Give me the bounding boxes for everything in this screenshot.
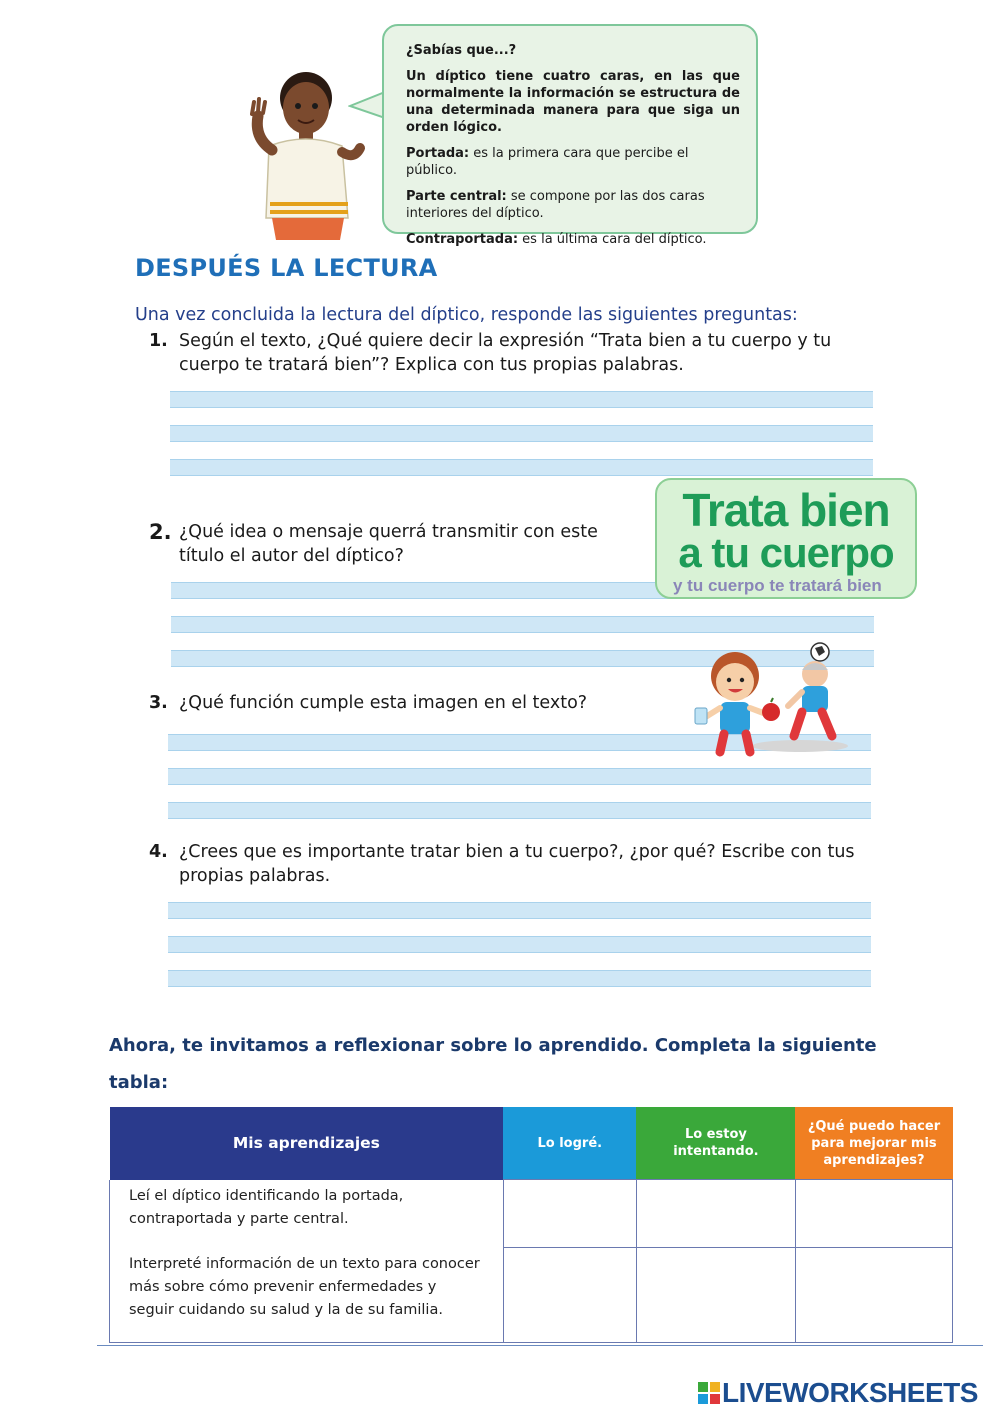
- learning-item-2: Interpreté información de un texto para conocer más sobre cómo prevenir enfermedades y seguir cuidando su salud y la de su familia.: [110, 1248, 504, 1343]
- sign-line-1: Trata bien: [682, 484, 890, 536]
- header-lo-logre: Lo logré.: [503, 1107, 636, 1180]
- cell-lo-logre-2[interactable]: [503, 1248, 636, 1343]
- cell-lo-logre-1[interactable]: [503, 1180, 636, 1248]
- cell-mejorar-2[interactable]: [795, 1248, 952, 1343]
- info-intro: Un díptico tiene cuatro caras, en las que normalmente la información se estructura de una determinada manera para que siga un orden lógico.: [406, 69, 740, 135]
- question-1: 1. Según el texto, ¿Qué quiere decir la expresión “Trata bien a tu cuerpo y tu cuerpo te tratará bien”? Explica con tus propias palabras.: [149, 331, 832, 375]
- cell-lo-estoy-intentando-2[interactable]: [636, 1248, 795, 1343]
- question-2: 2. ¿Qué idea o mensaje querrá transmitir con este título el autor del díptico?: [149, 520, 598, 566]
- reflection-prompt: Ahora, te invitamos a reflexionar sobre lo aprendido. Completa la siguiente tabla:: [109, 1035, 877, 1093]
- info-item-portada: Portada: es la primera cara que percibe el público.: [406, 146, 689, 178]
- question-3: 3. ¿Qué función cumple esta imagen en el texto?: [149, 693, 588, 713]
- sign-line-2: a tu cuerpo: [678, 529, 894, 576]
- table-row: [110, 1180, 953, 1248]
- header-lo-estoy-intentando: Lo estoy intentando.: [636, 1107, 795, 1180]
- title-sign: [655, 478, 917, 599]
- answer-box-1[interactable]: [170, 391, 873, 476]
- info-bubble: [382, 24, 758, 247]
- cell-mejorar-1[interactable]: [795, 1180, 952, 1248]
- table-row: [110, 1248, 953, 1343]
- info-item-parte-central: Parte central: se compone por las dos caras interiores del díptico.: [406, 189, 705, 221]
- footer-divider: [97, 1345, 983, 1346]
- instructions: Una vez concluida la lectura del díptico, responde las siguientes preguntas:: [135, 305, 798, 325]
- liveworksheets-icon: [698, 1382, 720, 1404]
- sign-line-3: y tu cuerpo te tratará bien: [673, 576, 882, 595]
- liveworksheets-logo: LIVEWORKSHEETS: [698, 1377, 978, 1409]
- info-title: ¿Sabías que...?: [406, 43, 517, 58]
- question-4: 4. ¿Crees que es importante tratar bien a tu cuerpo?, ¿por qué? Escribe con tus propias palabras.: [149, 842, 855, 886]
- cell-lo-estoy-intentando-1[interactable]: [636, 1180, 795, 1248]
- self-assessment-table: [109, 1107, 953, 1343]
- header-mis-aprendizajes: Mis aprendizajes: [110, 1107, 504, 1180]
- answer-box-4[interactable]: [168, 902, 871, 987]
- kids-illustration: [690, 640, 860, 760]
- learning-item-1: Leí el díptico identificando la portada, contraportada y parte central.: [110, 1180, 504, 1248]
- section-title: DESPUÉS LA LECTURA: [135, 254, 438, 282]
- info-item-contraportada: Contraportada: es la última cara del díptico.: [406, 232, 707, 247]
- header-que-puedo-hacer: ¿Qué puedo hacer para mejorar mis aprendizajes?: [795, 1107, 952, 1180]
